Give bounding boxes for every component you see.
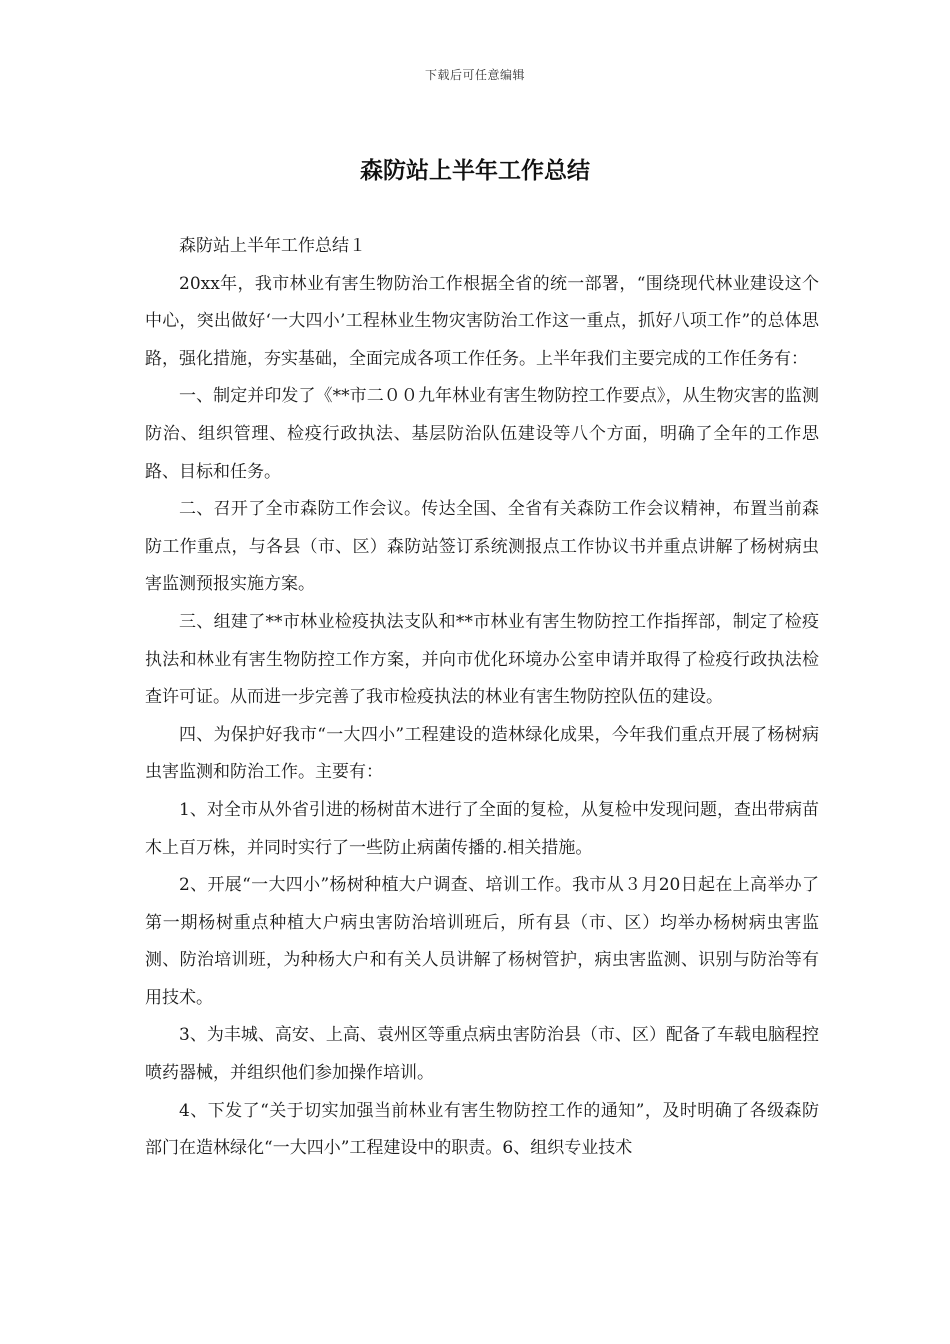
document-title: 森防站上半年工作总结	[360, 158, 590, 184]
paragraph-subitem-2: 2、开展“一大四小”杨树种植大户调查、培训工作。我市从３月20日起在上高举办了第一期杨树重点种植大户病虫害防治培训班后，所有县（市、区）均举办杨树病虫害监测、防治培训班，为种杨大户和有关人员讲解了杨树管护，病虫害监测、识别与防治等有用技术。	[145, 875, 819, 1008]
paragraph-subtitle: 森防站上半年工作总结１	[179, 236, 366, 256]
paragraph-item-2: 二、召开了全市森防工作会议。传达全国、全省有关森防工作会议精神，布置当前森防工作重点，与各县（市、区）森防站签订系统测报点工作协议书并重点讲解了杨树病虫害监测预报实施方案。	[145, 499, 819, 595]
paragraph-subitem-3: 3、为丰城、高安、上高、袁州区等重点病虫害防治县（市、区）配备了车载电脑程控喷药器械，并组织他们参加操作培训。	[145, 1025, 819, 1084]
paragraph-item-1: 一、制定并印发了《**市二００九年林业有害生物防控工作要点》，从生物灾害的监测防治、组织管理、检疫行政执法、基层防治队伍建设等八个方面，明确了全年的工作思路、目标和任务。	[145, 386, 819, 482]
document-body	[145, 228, 819, 1168]
paragraph-item-4: 四、为保护好我市“一大四小”工程建设的造林绿化成果，今年我们重点开展了杨树病虫害监测和防治工作。主要有：	[145, 724, 819, 783]
paragraph-item-3: 三、组建了**市林业检疫执法支队和**市林业有害生物防控工作指挥部，制定了检疫执法和林业有害生物防控工作方案，并向市优化环境办公室申请并取得了检疫行政执法检查许可证。从而进一步完善了我市检疫执法的林业有害生物防控队伍的建设。	[145, 611, 819, 708]
header-note: 下载后可任意编辑	[424, 68, 525, 82]
paragraph-subitem-1: 1、对全市从外省引进的杨树苗木进行了全面的复检，从复检中发现问题，查出带病苗木上百万株，并同时实行了一些防止病菌传播的.相关措施。	[145, 799, 819, 858]
paragraph-intro: 20xx年，我市林业有害生物防治工作根据全省的统一部署，“围绕现代林业建设这个中心，突出做好‘一大四小’工程林业生物灾害防治工作这一重点，抓好八项工作”的总体思路，强化措施，夯实基础，全面完成各项工作任务。上半年我们主要完成的工作任务有：	[145, 273, 819, 369]
paragraph-subitem-4: 4、下发了“关于切实加强当前林业有害生物防控工作的通知”，及时明确了各级森防部门在造林绿化“一大四小”工程建设中的职责。6、组织专业技术	[145, 1100, 819, 1159]
